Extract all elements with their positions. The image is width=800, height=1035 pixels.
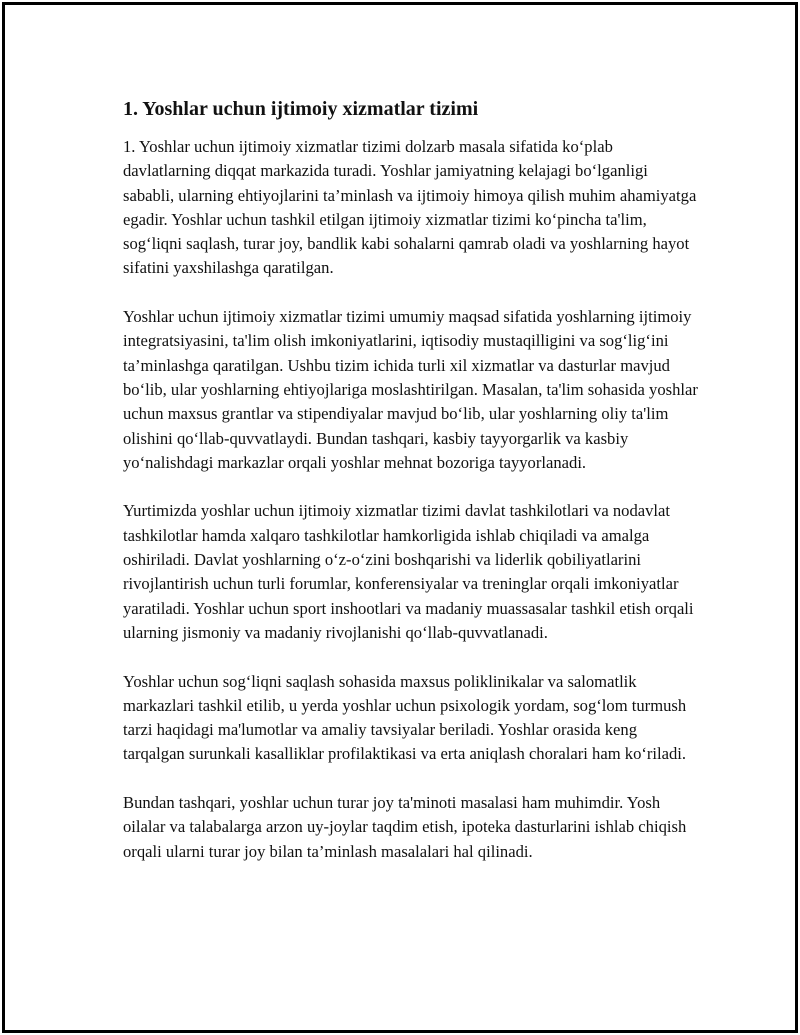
paragraph-5: Bundan tashqari, yoshlar uchun turar joy ta'minoti masalasi ham muhimdir. Yosh oilalar va talabalarga arzon uy-joylar taqdim etish, ipoteka dasturlarini ishlab chiqish orqali ularni turar joy bilan ta’minlash masalalari hal qilinadi.	[123, 793, 687, 861]
paragraph-4: Yoshlar uchun sog‘liqni saqlash sohasida maxsus poliklinikalar va salomatlik markazlari tashkil etilib, u yerda yoshlar uchun psixologik yordam, sog‘lom turmush tarzi haqidagi ma'lumotlar va amaliy tavsiyalar beriladi. Yoshlar orasida keng tarqalgan surunkali kasalliklar profilaktikasi va erta aniqlash choralari ham ko‘riladi.	[123, 671, 687, 764]
paragraph-3: Yurtimizda yoshlar uchun ijtimoiy xizmatlar tizimi davlat tashkilotlari va nodavlat tashkilotlar hamda xalqaro tashkilotlar hamkorligida ishlab chiqiladi va amalga oshiriladi. Davlat yoshlarning o‘z-o‘zini boshqarishi va liderlik qobiliyatlarini rivojlantirish uchun turli forumlar, konferensiyalar va treninglar orqali imkoniyatlar yaratiladi. Yoshlar uchun sport inshootlari va madaniy muassasalar tashkil etish orqali ularning jismoniy va madaniy rivojlanishi qo‘llab-quvvatlanadi.	[123, 501, 694, 642]
page-border	[2, 2, 798, 1033]
paragraph-2: Yoshlar uchun ijtimoiy xizmatlar tizimi umumiy maqsad sifatida yoshlarning ijtimoiy integratsiyasini, ta'lim olish imkoniyatlarini, iqtisodiy mustaqilligini va sog‘lig‘ini ta’minlashga qaratilgan. Ushbu tizim ichida turli xil xizmatlar va dasturlar mavjud bo‘lib, ular yoshlarning ehtiyojlariga moslashtirilgan. Masalan, ta'lim sohasida yoshlar uchun maxsus grantlar va stipendiyalar mavjud bo‘lib, ular yoshlarning oliy ta'lim olishini qo‘llab-quvvatlaydi. Bundan tashqari, kasbiy tayyorgarlik va kasbiy yo‘nalishdagi markazlar orqali yoshlar mehnat bozoriga tayyorlanadi.	[123, 307, 698, 472]
paragraph-1: 1. Yoshlar uchun ijtimoiy xizmatlar tizimi dolzarb masala sifatida ko‘plab davlatlarning diqqat markazida turadi. Yoshlar jamiyatning kelajagi bo‘lganligi sababli, ularning ehtiyojlarini ta’minlash va ijtimoiy himoya qilish muhim ahamiyatga egadir. Yoshlar uchun tashkil etilgan ijtimoiy xizmatlar tizimi ko‘pincha ta'lim, sog‘liqni saqlash, turar joy, bandlik kabi sohalarni qamrab oladi va yoshlarning hayot sifatini yaxshilashga qaratilgan.	[123, 137, 697, 278]
section-heading: 1. Yoshlar uchun ijtimoiy xizmatlar tizimi	[123, 98, 479, 120]
document-body	[121, 95, 701, 888]
